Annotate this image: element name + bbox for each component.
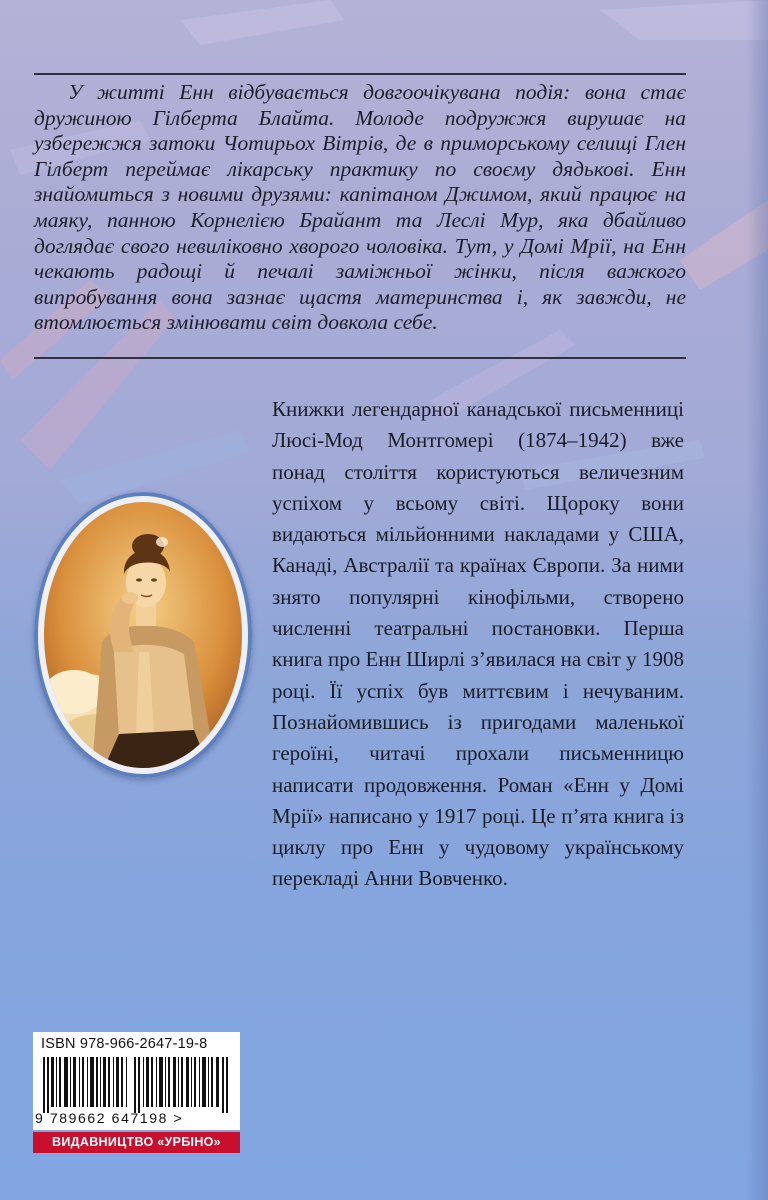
- publisher-band: ВИДАВНИЦТВО «УРБІНО»: [33, 1132, 240, 1153]
- book-annotation: У житті Енн відбувається довгоочікувана подія: вона стає дружиною Гілберта Блайта. Молоде подружжя вирушає на узбережжя затоки Чотирьох Вітрів, де в приморському селищі Глен Гілберт переймає лікарську практику по своєму дядькові. Енн знайомиться з новими друзями: капітаном Джимом, який працює на маяку, панною Корнелією Брайант та Леслі Мур, яка дбайливо доглядає свого невиліковно хворого чоловіка. Тут, у Домі Мрії, на Енн чекають радощі й печалі заміжньої жінки, після важкого випробування вона зазнає щастя материнства і, як завжди, не втомлюється змінювати світ довкола себе.: [34, 80, 686, 335]
- sepia-portrait-icon: [44, 502, 242, 768]
- about-author-text: Книжки легендарної канадської письменниці Люсі-Мод Монтгомері (1874–1942) вже понад століття користуються величезним успіхом у всьому світі. Щороку вони видаються мільйонними накладами у США, Канаді, Австралії та країнах Європи. За ними знято популярні кінофільми, створено численні театральні постановки. Перша книга про Енн Ширлі з’явилася на світ у 1908 році. Її успіх був миттєвим і нечуваним. Познайомившись із пригодами маленької героїні, читачі прохали письменницю написати продовження. Роман «Енн у Домі Мрії» написано у 1917 році. Це п’ята книга із циклу про Енн у чудовому українському перекладі Анни Вовченко.: [272, 397, 684, 891]
- isbn-barcode-box: [33, 1032, 240, 1130]
- top-rule: [34, 73, 686, 75]
- ean-digits: 9 789662 647198 >: [35, 1110, 184, 1126]
- bottom-rule: [34, 357, 686, 359]
- isbn-number: ISBN 978-966-2647-19-8: [41, 1036, 208, 1052]
- barcode-icon: [41, 1057, 233, 1113]
- spine-edge-shadow: [746, 0, 768, 1200]
